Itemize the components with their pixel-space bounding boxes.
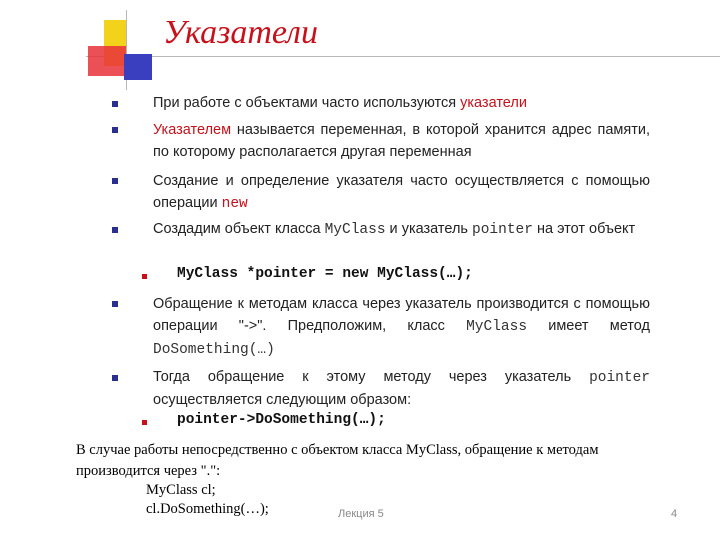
- bullet-icon: [112, 301, 118, 307]
- bullet-icon: [112, 127, 118, 133]
- footer-lecture: Лекция 5: [338, 508, 384, 520]
- bullet-text-3: [153, 170, 650, 215]
- bullet-1-highlight: указатели: [460, 95, 527, 111]
- note-line-2: производится через ".":: [76, 463, 221, 479]
- bullet-text-1: [153, 92, 650, 114]
- sub-bullet-icon: [142, 420, 147, 425]
- slide-title: Указатели: [163, 14, 318, 51]
- bullet-4-code-class: MyClass: [324, 222, 386, 238]
- bullet-6-text-post: осуществляется следующим образом:: [153, 392, 412, 408]
- bullet-4-text-mid: и указатель: [385, 221, 473, 237]
- bullet-5-text: Обращение к методам класса через указатель производится с помощью операции "->". Предположим, класс: [153, 296, 650, 334]
- code-line-1: MyClass *pointer = new MyClass(…);: [177, 266, 473, 282]
- bullet-6-text: Тогда обращение к этому методу через указатель: [153, 369, 590, 385]
- bullet-icon: [112, 375, 118, 381]
- sub-bullet-icon: [142, 274, 147, 279]
- bullet-6-code-pointer: pointer: [589, 370, 650, 386]
- decor-blue-block: [124, 54, 152, 80]
- bullet-2-highlight: Указателем: [153, 122, 232, 138]
- bullet-text-2: [153, 119, 650, 163]
- bullet-icon: [112, 178, 118, 184]
- bullet-icon: [112, 101, 118, 107]
- bullet-3-text: Создание и определение указателя часто осуществляется с помощью операции: [153, 173, 650, 211]
- bullet-text-5: [153, 293, 650, 361]
- bullet-5-code-method: DoSomething(…): [153, 342, 275, 358]
- bullet-4-text-post: на этот объект: [532, 221, 636, 237]
- bullet-4-text: Создадим объект класса: [153, 221, 325, 237]
- decor-red-block: [88, 46, 126, 76]
- bullet-text-6: [153, 366, 650, 411]
- decor-horizontal-line: [86, 56, 720, 57]
- bullet-text-4: [153, 218, 650, 241]
- bullet-3-highlight: new: [221, 196, 248, 212]
- note-line-1: В случае работы непосредственно с объектом класса MyClass, обращение к методам: [76, 442, 599, 458]
- bullet-4-code-pointer: pointer: [472, 222, 533, 238]
- bullet-icon: [112, 227, 118, 233]
- bullet-5-text-mid: имеет метод: [527, 318, 650, 334]
- bullet-2-text: называется переменная, в которой хранится адрес памяти, по которому располагается другая переменная: [153, 122, 650, 160]
- bullet-1-text: При работе с объектами часто используются: [153, 95, 461, 111]
- bullet-5-code-class: MyClass: [466, 319, 528, 335]
- note-code-2: cl.DoSomething(…);: [146, 501, 269, 517]
- note-code-1: MyClass cl;: [146, 482, 216, 498]
- code-line-2: pointer->DoSomething(…);: [177, 412, 386, 428]
- page-number: 4: [671, 508, 678, 520]
